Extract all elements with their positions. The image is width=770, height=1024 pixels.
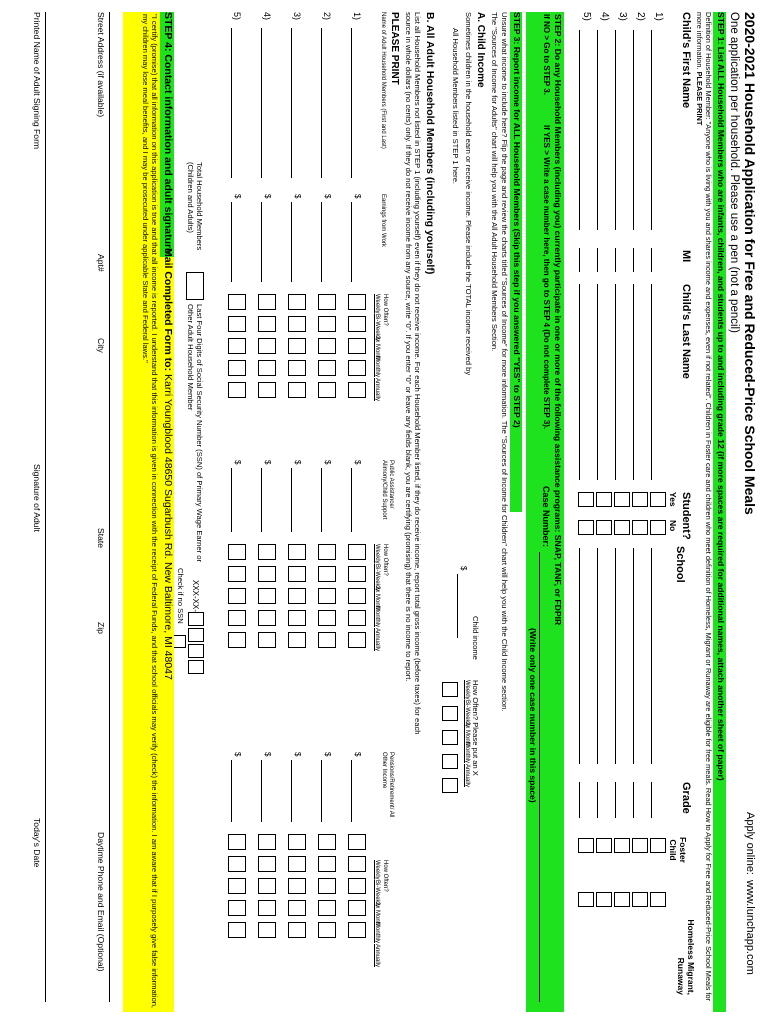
- child-field-line[interactable]: [651, 284, 652, 480]
- income-frequency-box[interactable]: [288, 922, 306, 938]
- income-frequency-box[interactable]: [258, 632, 276, 648]
- child-field-line[interactable]: [597, 548, 598, 764]
- adult-frequency-label: Weekly: [374, 544, 380, 564]
- step4-banner: STEP 4: Contact information and adult signature.: [162, 12, 174, 257]
- address-line[interactable]: [109, 12, 110, 1002]
- income-amount-field[interactable]: [261, 202, 262, 282]
- income-frequency-box[interactable]: [288, 900, 306, 916]
- income-amount-field[interactable]: [351, 202, 352, 282]
- income-dollar-sign: $: [353, 460, 362, 465]
- child-field-line[interactable]: [651, 248, 652, 272]
- form-subtitle: One application per household. Please use a pen (not a pencil): [728, 12, 740, 333]
- income-frequency-box[interactable]: [348, 316, 366, 332]
- income-frequency-box[interactable]: [228, 566, 246, 582]
- step2-if-yes: If YES > Write a case number here, then go to STEP 4 (Do not complete STEP 3).: [542, 125, 551, 430]
- income-frequency-box[interactable]: [288, 610, 306, 626]
- adult-frequency-label: Weekly: [374, 294, 380, 314]
- step1-definition: [694, 12, 712, 1012]
- income-frequency-box[interactable]: [348, 632, 366, 648]
- income-frequency-box[interactable]: [258, 834, 276, 850]
- income-amount-field[interactable]: [291, 202, 292, 282]
- child-frequency-box[interactable]: [442, 682, 458, 697]
- child-income-dollar: $: [459, 566, 468, 571]
- income-frequency-box[interactable]: [258, 338, 276, 354]
- step1-please-print: PLEASE PRINT: [695, 71, 705, 126]
- check-no-ssn-label: Check if no SSN: [176, 568, 185, 624]
- child-field-line[interactable]: [597, 782, 598, 818]
- child-checkbox[interactable]: [596, 892, 612, 907]
- child-row-number: 2): [635, 12, 646, 21]
- child-income-label: Child income: [471, 616, 480, 660]
- adult-frequency-label: Annually: [374, 944, 380, 968]
- income-frequency-box[interactable]: [228, 922, 246, 938]
- child-checkbox[interactable]: [632, 492, 648, 507]
- adult-frequency-label: Bi-Weekly: [374, 880, 380, 907]
- income-amount-field[interactable]: [261, 468, 262, 532]
- income-dollar-sign: $: [293, 752, 302, 757]
- child-row-number: 1): [653, 12, 664, 21]
- child-field-line[interactable]: [615, 284, 616, 480]
- income-frequency-box[interactable]: [348, 294, 366, 310]
- ssn-digit-box[interactable]: [188, 628, 204, 642]
- child-frequency-label: Bi-Weekly: [464, 700, 470, 727]
- col-student: Student?: [680, 492, 692, 540]
- income-amount-field[interactable]: [321, 468, 322, 532]
- child-row-number: 3): [617, 12, 628, 21]
- child-field-line[interactable]: [633, 248, 634, 272]
- income-frequency-box[interactable]: [228, 632, 246, 648]
- income-dollar-sign: $: [233, 752, 242, 757]
- col-child-last-name: Child's Last Name: [680, 284, 692, 379]
- income-frequency-box[interactable]: [318, 544, 336, 560]
- child-field-line[interactable]: [651, 782, 652, 818]
- income-frequency-box[interactable]: [318, 588, 336, 604]
- printed-name-label: Printed Name of Adult Signing Form: [32, 12, 42, 150]
- child-income-text-2: All Household Members listed in STEP 1 here.: [451, 28, 460, 185]
- col-pensions: Pensions/Retirement/ All Other Income: [380, 752, 394, 818]
- ssn-prefix: XXX-XX-: [191, 580, 200, 613]
- child-field-line[interactable]: [615, 782, 616, 818]
- adult-frequency-label: Bi-Weekly: [374, 314, 380, 341]
- child-checkbox[interactable]: [632, 892, 648, 907]
- income-frequency-box[interactable]: [258, 922, 276, 938]
- income-frequency-box[interactable]: [318, 338, 336, 354]
- adult-members-text: List all Household Members not listed in STEP 1 (including yourself) even if they do not receive income. For each Household Member listed, if they do receive income, report total gross income (before taxes) for each: [413, 12, 422, 735]
- child-checkbox[interactable]: [614, 892, 630, 907]
- income-frequency-box[interactable]: [318, 632, 336, 648]
- case-number-label: Case Number:: [541, 486, 551, 548]
- income-dollar-sign: $: [263, 460, 272, 465]
- ssn-digit-box[interactable]: [188, 612, 204, 626]
- step1-banner: STEP 1: List ALL Household Members who are infants, children, and students up to and including grade 12 (if more spaces are required for additional names, attach another sheet of paper): [713, 12, 726, 1012]
- income-dollar-sign: $: [353, 194, 362, 199]
- income-frequency-box[interactable]: [318, 566, 336, 582]
- certification-text: "I certify (promise) that all information on this application is true and that all income is reported. I understand that this information is given in connection with the receipt of Federal Funds, and that school officials may verify (check) the information. I am aware that if I purposely give false information, my children may lose meal benefits, and I may be prosecuted under applicable State and Federal laws.": [140, 14, 159, 1009]
- adult-row-number: 5): [232, 12, 242, 21]
- income-amount-field[interactable]: [231, 202, 232, 282]
- col-how-often-2: How Often?: [382, 544, 388, 576]
- apply-online-url[interactable]: www.lunchapp.com: [744, 880, 756, 975]
- income-amount-field[interactable]: [261, 760, 262, 822]
- child-checkbox[interactable]: [614, 492, 630, 507]
- child-field-line[interactable]: [579, 30, 580, 230]
- income-frequency-box[interactable]: [258, 610, 276, 626]
- child-checkbox[interactable]: [596, 838, 612, 853]
- adult-row-number: 3): [292, 12, 302, 21]
- income-frequency-box[interactable]: [228, 610, 246, 626]
- child-field-line[interactable]: [615, 548, 616, 764]
- col-student-yes: Yes: [668, 492, 678, 507]
- income-frequency-box[interactable]: [258, 566, 276, 582]
- income-frequency-box[interactable]: [258, 360, 276, 376]
- todays-date-label: Today's Date: [32, 818, 42, 868]
- income-frequency-box[interactable]: [228, 544, 246, 560]
- income-frequency-box[interactable]: [348, 544, 366, 560]
- income-amount-field[interactable]: [351, 468, 352, 532]
- adult-frequency-label: 2x Month: [374, 586, 380, 611]
- adult-row-number: 1): [352, 12, 362, 21]
- child-how-often-label: How Often? Please put an X: [471, 680, 480, 776]
- col-earnings: Earnings from Work: [380, 194, 386, 247]
- phone-email-label: Daytime Phone and Email (Optional): [96, 832, 106, 972]
- adult-frequency-label: Annually: [374, 378, 380, 402]
- child-field-line[interactable]: [579, 548, 580, 764]
- child-checkbox[interactable]: [578, 492, 594, 507]
- step3-banner: STEP 3: Report income for ALL Household Members (Skip this step if you answered "YES" to STEP 2): [510, 12, 522, 512]
- adult-name-field[interactable]: [261, 28, 262, 178]
- child-income-text: Sometimes children in the household earn or receive income. Please include the TOTAL income received by: [464, 12, 473, 376]
- state-label: State: [96, 528, 106, 549]
- adult-row-number: 2): [322, 12, 332, 21]
- income-frequency-box[interactable]: [288, 338, 306, 354]
- child-field-line[interactable]: [597, 248, 598, 272]
- income-frequency-box[interactable]: [348, 610, 366, 626]
- income-amount-field[interactable]: [321, 202, 322, 282]
- col-homeless: Homeless Migrant, Runaway: [675, 919, 696, 995]
- income-frequency-box[interactable]: [228, 338, 246, 354]
- adult-row-number: 4): [262, 12, 272, 21]
- income-frequency-box[interactable]: [288, 360, 306, 376]
- income-dollar-sign: $: [233, 460, 242, 465]
- income-frequency-box[interactable]: [318, 878, 336, 894]
- child-checkbox[interactable]: [650, 520, 666, 535]
- income-frequency-box[interactable]: [288, 878, 306, 894]
- child-field-line[interactable]: [579, 248, 580, 272]
- income-frequency-box[interactable]: [258, 878, 276, 894]
- signature-line[interactable]: [45, 12, 46, 1002]
- income-frequency-box[interactable]: [228, 360, 246, 376]
- income-frequency-box[interactable]: [318, 922, 336, 938]
- adult-name-field[interactable]: [321, 28, 322, 178]
- child-frequency-box[interactable]: [442, 778, 458, 793]
- adult-frequency-label: Monthly: [374, 606, 380, 628]
- child-frequency-box[interactable]: [442, 754, 458, 769]
- col-school: School: [674, 546, 686, 583]
- col-how-often-3: How Often?: [382, 860, 388, 892]
- adult-frequency-label: 2x Month: [374, 336, 380, 361]
- child-checkbox[interactable]: [596, 520, 612, 535]
- child-frequency-label: Annually: [464, 764, 470, 788]
- child-checkbox[interactable]: [614, 520, 630, 535]
- ssn-digit-box[interactable]: [188, 660, 204, 674]
- col-child-first-name: Child's First Name: [680, 12, 692, 109]
- col-how-often-1: How Often?: [382, 294, 388, 326]
- col-student-no: No: [668, 520, 678, 532]
- income-frequency-box[interactable]: [288, 316, 306, 332]
- child-field-line[interactable]: [615, 248, 616, 272]
- adult-members-title: B. All Adult Household Members (including yourself): [424, 12, 436, 275]
- income-dollar-sign: $: [293, 194, 302, 199]
- adult-frequency-label: Weekly: [374, 860, 380, 880]
- child-field-line[interactable]: [579, 284, 580, 480]
- child-checkbox[interactable]: [614, 838, 630, 853]
- child-checkbox[interactable]: [578, 838, 594, 853]
- adult-frequency-label: Bi-Weekly: [374, 564, 380, 591]
- child-field-line[interactable]: [615, 30, 616, 230]
- income-frequency-box[interactable]: [258, 900, 276, 916]
- income-dollar-sign: $: [353, 752, 362, 757]
- street-label: Street Address (if available): [96, 12, 106, 118]
- income-frequency-box[interactable]: [258, 294, 276, 310]
- child-row-number: 5): [581, 12, 592, 21]
- adult-name-field[interactable]: [231, 28, 232, 178]
- child-checkbox[interactable]: [632, 520, 648, 535]
- child-frequency-box[interactable]: [442, 706, 458, 721]
- no-ssn-checkbox[interactable]: [173, 635, 186, 648]
- step1-definition-text: Definition of Household Member: "Anyone who is living with you and shares income and expenses, even if not related". Children in Foster care and children who meet definition of Homeless, Migrant or Runaway are eligible for free meals. Read How to Apply for Free and Reduced-Price School Meals for more information.: [695, 12, 713, 1002]
- income-frequency-box[interactable]: [228, 294, 246, 310]
- ssn-digit-box[interactable]: [188, 644, 204, 658]
- income-dollar-sign: $: [323, 460, 332, 465]
- apt-label: Apt#: [96, 254, 106, 272]
- income-frequency-box[interactable]: [228, 382, 246, 398]
- mail-to-label: Mail Completed Form to:: [162, 248, 174, 372]
- adult-frequency-label: 2x Month: [374, 902, 380, 927]
- income-frequency-box[interactable]: [288, 544, 306, 560]
- child-checkbox[interactable]: [650, 492, 666, 507]
- step2-write-one: (Write only one case number in this space): [528, 628, 538, 803]
- income-frequency-box[interactable]: [318, 900, 336, 916]
- income-frequency-box[interactable]: [348, 360, 366, 376]
- city-label: City: [96, 338, 106, 353]
- form-title: 2020-2021 Household Application for Free and Reduced-Price School Meals: [742, 12, 758, 515]
- income-dollar-sign: $: [263, 752, 272, 757]
- income-frequency-box[interactable]: [348, 588, 366, 604]
- case-number-field[interactable]: [539, 552, 540, 1002]
- income-dollar-sign: $: [263, 194, 272, 199]
- col-foster-child: Foster Child: [667, 837, 688, 863]
- step2-banner: STEP 2: Do any Household Members (including you) currently participate in one or more of the following assistance programs: SNAP, TANF, or FDPIR: [553, 14, 563, 626]
- adult-name-field[interactable]: [291, 28, 292, 178]
- mail-to-address: Karri Youngblood 48650 Sugarbush Rd. New Baltimore, MI 48047: [162, 374, 174, 680]
- income-frequency-box[interactable]: [348, 338, 366, 354]
- child-field-line[interactable]: [597, 30, 598, 230]
- child-checkbox[interactable]: [650, 892, 666, 907]
- child-checkbox[interactable]: [632, 838, 648, 853]
- adult-members-text-2: source in whole dollars (no cents) only. If they do not receive income from any source, write "0". If you enter "0" or leave any fields blank, you are certifying (promising) that there is no income to report.: [404, 12, 413, 682]
- income-frequency-box[interactable]: [318, 610, 336, 626]
- income-frequency-box[interactable]: [288, 632, 306, 648]
- adult-name-field[interactable]: [351, 28, 352, 178]
- income-frequency-box[interactable]: [318, 834, 336, 850]
- income-amount-field[interactable]: [231, 760, 232, 822]
- child-frequency-box[interactable]: [442, 730, 458, 745]
- income-frequency-box[interactable]: [258, 588, 276, 604]
- income-frequency-box[interactable]: [348, 900, 366, 916]
- income-amount-field[interactable]: [231, 468, 232, 532]
- income-amount-field[interactable]: [321, 760, 322, 822]
- child-frequency-label: 2x Month: [464, 722, 470, 747]
- step2-if-no: If NO > Go to STEP 3.: [542, 14, 551, 95]
- step3-unsure-2: The "Sources of Income for Adults" chart will help you with the All Adult Household Members Section.: [490, 12, 499, 352]
- income-frequency-box[interactable]: [228, 316, 246, 332]
- income-frequency-box[interactable]: [348, 566, 366, 582]
- child-frequency-label: Weekly: [464, 680, 470, 700]
- income-amount-field[interactable]: [291, 468, 292, 532]
- income-frequency-box[interactable]: [288, 294, 306, 310]
- income-amount-field[interactable]: [351, 760, 352, 822]
- income-frequency-box[interactable]: [228, 878, 246, 894]
- child-income-field[interactable]: [457, 574, 458, 638]
- income-frequency-box[interactable]: [288, 566, 306, 582]
- income-dollar-sign: $: [323, 752, 332, 757]
- income-dollar-sign: $: [293, 460, 302, 465]
- income-frequency-box[interactable]: [258, 856, 276, 872]
- child-field-line[interactable]: [633, 284, 634, 480]
- col-adult-name: Name of Adult Household Members (First and Last): [380, 12, 386, 149]
- child-frequency-label: Monthly: [464, 742, 470, 764]
- income-frequency-box[interactable]: [228, 834, 246, 850]
- child-income-title: A. Child Income: [475, 12, 486, 88]
- total-members-label: Total Household Members (Children and Adults): [185, 162, 204, 251]
- child-field-line[interactable]: [633, 30, 634, 230]
- child-field-line[interactable]: [651, 30, 652, 230]
- income-dollar-sign: $: [233, 194, 242, 199]
- income-frequency-box[interactable]: [348, 922, 366, 938]
- signature-label: Signature of Adult: [32, 464, 42, 532]
- income-frequency-box[interactable]: [258, 382, 276, 398]
- child-checkbox[interactable]: [578, 892, 594, 907]
- total-members-box[interactable]: [186, 272, 204, 300]
- child-checkbox[interactable]: [596, 492, 612, 507]
- col-mi: MI: [680, 250, 692, 263]
- income-frequency-box[interactable]: [348, 856, 366, 872]
- child-field-line[interactable]: [633, 548, 634, 764]
- income-frequency-box[interactable]: [348, 834, 366, 850]
- income-frequency-box[interactable]: [318, 856, 336, 872]
- income-frequency-box[interactable]: [228, 588, 246, 604]
- child-checkbox[interactable]: [650, 838, 666, 853]
- col-grade: Grade: [680, 782, 692, 814]
- child-field-line[interactable]: [579, 782, 580, 818]
- ssn-label: Last Four Digits of Social Security Number (SSN) of Primary Wage Earner or Other Adult Household Member: [185, 304, 204, 562]
- income-frequency-box[interactable]: [318, 294, 336, 310]
- income-frequency-box[interactable]: [258, 316, 276, 332]
- income-amount-field[interactable]: [291, 760, 292, 822]
- child-field-line[interactable]: [597, 284, 598, 480]
- income-frequency-box[interactable]: [288, 588, 306, 604]
- income-frequency-box[interactable]: [348, 878, 366, 894]
- income-frequency-box[interactable]: [348, 382, 366, 398]
- income-frequency-box[interactable]: [258, 544, 276, 560]
- child-field-line[interactable]: [633, 782, 634, 818]
- apply-online-label: Apply online:: [744, 812, 756, 875]
- child-field-line[interactable]: [651, 548, 652, 764]
- income-frequency-box[interactable]: [288, 834, 306, 850]
- zip-label: Zip: [96, 622, 106, 634]
- adult-frequency-label: Monthly: [374, 922, 380, 944]
- income-frequency-box[interactable]: [228, 900, 246, 916]
- income-frequency-box[interactable]: [228, 856, 246, 872]
- child-checkbox[interactable]: [578, 520, 594, 535]
- child-row-number: 4): [599, 12, 610, 21]
- col-public-assistance: Public Assistance/ Alimony/Child Support: [380, 460, 394, 520]
- income-frequency-box[interactable]: [288, 382, 306, 398]
- adult-frequency-label: Annually: [374, 628, 380, 652]
- income-frequency-box[interactable]: [318, 382, 336, 398]
- income-dollar-sign: $: [323, 194, 332, 199]
- income-frequency-box[interactable]: [288, 856, 306, 872]
- adult-please-print: PLEASE PRINT: [389, 12, 400, 85]
- income-frequency-box[interactable]: [318, 360, 336, 376]
- adult-frequency-label: Monthly: [374, 356, 380, 378]
- income-frequency-box[interactable]: [318, 316, 336, 332]
- step3-unsure: Unsure what income to include here? Flip the page and review the charts titled "Sources of Income" for more information. The "Sources of Income for Children" chart will help you with the Child Income section.: [500, 12, 509, 712]
